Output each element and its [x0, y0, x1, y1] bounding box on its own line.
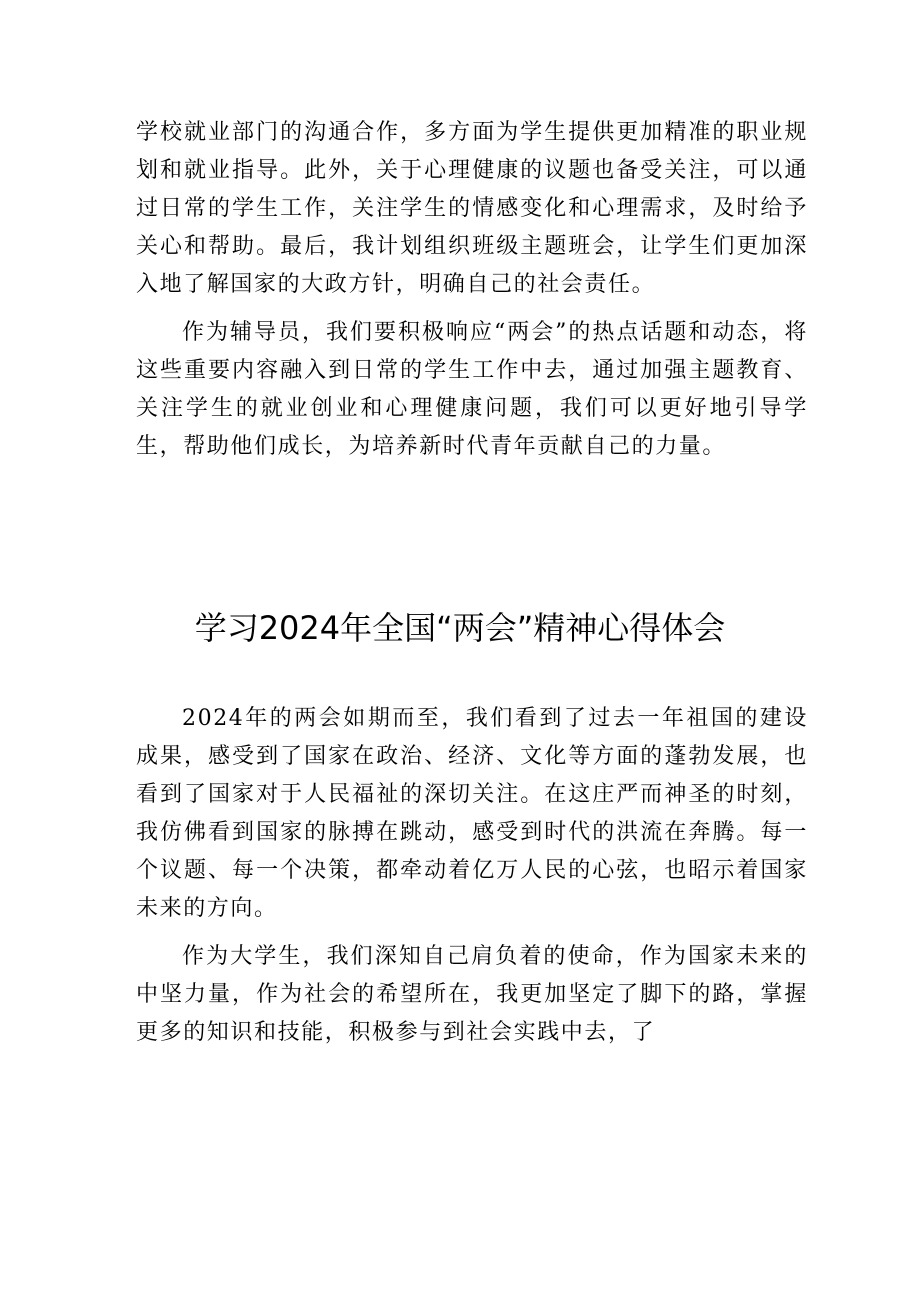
- document-title: 学习2024年全国“两会”精神心得体会: [194, 609, 726, 647]
- body-paragraph-2: 作为大学生，我们深知自己肩负着的使命，作为国家未来的中坚力量，作为社会的希望所在，我更加坚定了脚下的路，掌握更多的知识和技能，积极参与到社会实践中去，了: [136, 944, 808, 1045]
- section-two: [136, 700, 808, 1052]
- conclusion-paragraph: 作为辅导员，我们要积极响应“两会”的热点话题和动态，将这些重要内容融入到日常的学生工作中去，通过加强主题教育、关注学生的就业创业和心理健康问题，我们可以更好地引导学生，帮助他们成长，为培养新时代青年贡献自己的力量。: [136, 320, 808, 459]
- body-paragraph-1: 2024年的两会如期而至，我们看到了过去一年祖国的建设成果，感受到了国家在政治、经济、文化等方面的蓬勃发展，也看到了国家对于人民福祉的深切关注。在这庄严而神圣的时刻，我仿佛看到国家的脉搏在跳动，感受到时代的洪流在奔腾。每一个议题、每一个决策，都牵动着亿万人民的心弦，也昭示着国家未来的方向。: [136, 706, 808, 921]
- section-one: [136, 114, 808, 466]
- continuation-paragraph: 学校就业部门的沟通合作，多方面为学生提供更加精准的职业规划和就业指导。此外，关于心理健康的议题也备受关注，可以通过日常的学生工作，关注学生的情感变化和心理需求，及时给予关心和帮助。最后，我计划组织班级主题班会，让学生们更加深入地了解国家的大政方针，明确自己的社会责任。: [136, 120, 808, 297]
